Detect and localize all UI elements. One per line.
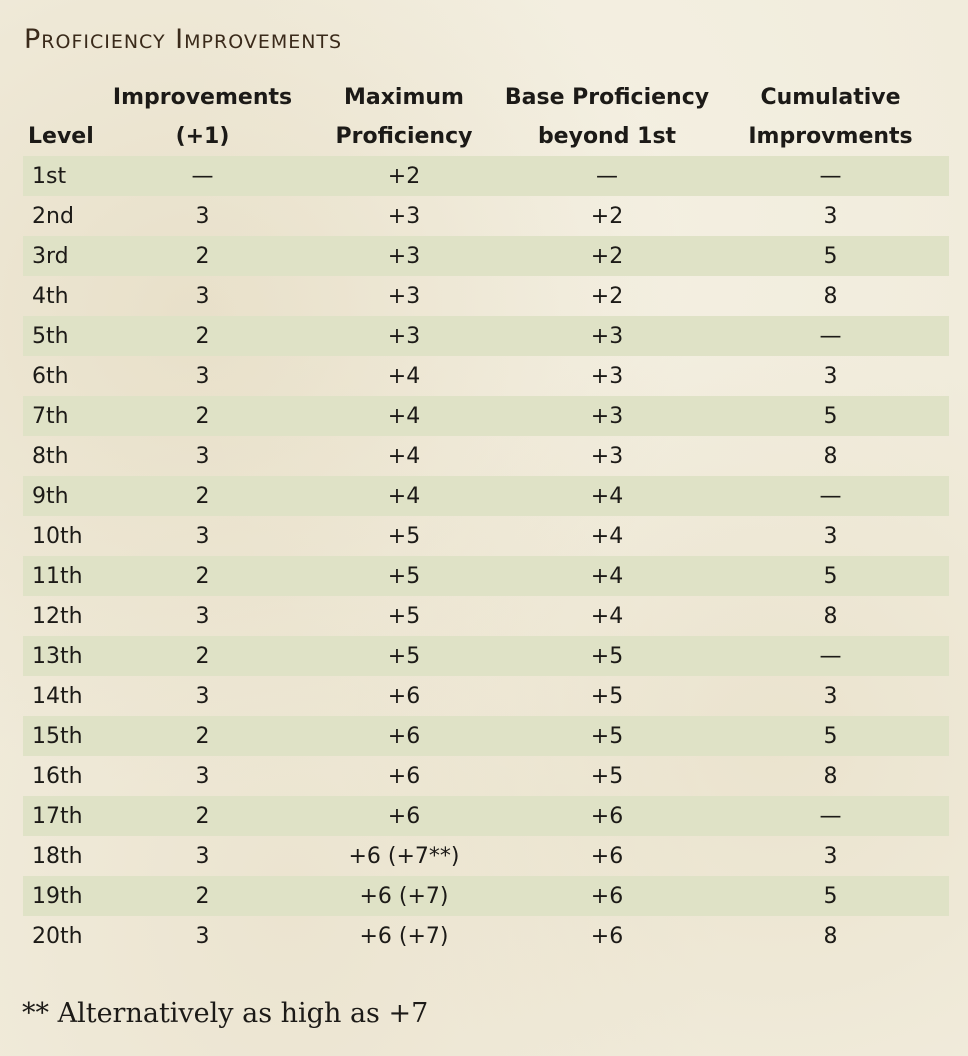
cell-maximum: +3 — [387, 283, 421, 309]
cell-improvements: 3 — [195, 763, 210, 789]
cell-base: +3 — [590, 443, 624, 469]
header-base-proficiency — [502, 76, 712, 156]
table-row — [23, 476, 949, 516]
header-cumulative-line-2: Improvments — [748, 124, 913, 149]
table-row — [23, 676, 949, 716]
cell-level: 4th — [32, 283, 69, 309]
cell-cumulative: 8 — [823, 763, 838, 789]
table-row — [23, 516, 949, 556]
cell-cumulative: — — [712, 156, 949, 196]
header-maximum-line-2: Proficiency — [335, 124, 473, 149]
cell-base: +2 — [502, 236, 712, 276]
cell-level: 14th — [32, 683, 83, 709]
cell-cumulative: 5 — [712, 876, 949, 916]
cell-maximum: +4 — [306, 476, 502, 516]
cell-maximum: +6 (+7**) — [348, 843, 460, 869]
cell-level: 12th — [32, 603, 83, 629]
cell-improvements: 3 — [195, 523, 210, 549]
cell-base: +4 — [590, 523, 624, 549]
cell-level: 11th — [23, 556, 99, 596]
table-row — [23, 636, 949, 676]
cell-base: +4 — [502, 556, 712, 596]
cell-base: +2 — [590, 283, 624, 309]
cell-base: +6 — [502, 796, 712, 836]
table-row — [23, 276, 949, 316]
cell-maximum: +6 (+7) — [359, 923, 449, 949]
table-row — [23, 236, 949, 276]
table-row — [23, 716, 949, 756]
table-row — [23, 316, 949, 356]
cell-base: +5 — [502, 636, 712, 676]
cell-maximum: +5 — [387, 603, 421, 629]
cell-level: 5th — [23, 316, 99, 356]
table-row — [23, 196, 949, 236]
cell-base: +3 — [502, 396, 712, 436]
cell-base: +3 — [590, 363, 624, 389]
cell-level: 8th — [32, 443, 69, 469]
cell-base: +6 — [590, 923, 624, 949]
cell-maximum: +2 — [306, 156, 502, 196]
cell-base: +4 — [590, 603, 624, 629]
cell-improvements: 2 — [99, 236, 306, 276]
cell-cumulative: — — [712, 316, 949, 356]
cell-base: — — [502, 156, 712, 196]
cell-base: +6 — [590, 843, 624, 869]
cell-maximum: +3 — [306, 316, 502, 356]
cell-cumulative: 3 — [823, 203, 838, 229]
header-row — [23, 76, 949, 156]
cell-improvements: 2 — [99, 556, 306, 596]
cell-base: +2 — [590, 203, 624, 229]
cell-improvements: 2 — [99, 636, 306, 676]
cell-cumulative: — — [712, 476, 949, 516]
cell-base: +3 — [502, 316, 712, 356]
header-base-line-1: Base Proficiency — [504, 85, 710, 110]
cell-improvements: 2 — [99, 796, 306, 836]
cell-level: 15th — [23, 716, 99, 756]
cell-improvements: 2 — [99, 316, 306, 356]
cell-improvements: 3 — [195, 203, 210, 229]
table-row — [23, 916, 949, 956]
header-maximum-line-1: Maximum — [344, 85, 464, 110]
cell-cumulative: 3 — [823, 523, 838, 549]
cell-improvements: 3 — [195, 923, 210, 949]
header-cumulative-line-1: Cumulative — [760, 85, 901, 110]
cell-level: 18th — [32, 843, 83, 869]
header-level — [23, 76, 99, 156]
cell-improvements: 3 — [195, 843, 210, 869]
cell-cumulative: — — [712, 796, 949, 836]
proficiency-table — [23, 76, 949, 956]
table-row — [23, 396, 949, 436]
cell-level: 10th — [32, 523, 83, 549]
table-row — [23, 796, 949, 836]
cell-maximum: +4 — [306, 396, 502, 436]
cell-base: +6 — [502, 876, 712, 916]
cell-cumulative: 8 — [823, 443, 838, 469]
footnote: ** Alternatively as high as +7 — [22, 998, 429, 1029]
cell-level: 13th — [23, 636, 99, 676]
cell-improvements: 2 — [99, 716, 306, 756]
cell-improvements: 2 — [99, 876, 306, 916]
table-row — [23, 156, 949, 196]
cell-base: +4 — [502, 476, 712, 516]
cell-maximum: +3 — [387, 203, 421, 229]
header-level-line-1: Level — [28, 124, 94, 149]
table-row — [23, 756, 949, 796]
cell-cumulative: 5 — [712, 556, 949, 596]
cell-level: 17th — [23, 796, 99, 836]
cell-cumulative: 5 — [712, 236, 949, 276]
cell-improvements: 3 — [195, 443, 210, 469]
cell-cumulative: 3 — [823, 363, 838, 389]
cell-maximum: +6 — [306, 716, 502, 756]
table-row — [23, 836, 949, 876]
cell-level: 1st — [23, 156, 99, 196]
cell-level: 7th — [23, 396, 99, 436]
header-maximum-proficiency — [306, 76, 502, 156]
table-row — [23, 876, 949, 916]
table-body — [23, 156, 949, 956]
header-improvements-line-2: (+1) — [175, 124, 230, 149]
table-row — [23, 556, 949, 596]
cell-maximum: +6 (+7) — [306, 876, 502, 916]
table-row — [23, 356, 949, 396]
table-header — [23, 76, 949, 156]
header-improvements — [99, 76, 306, 156]
cell-base: +5 — [590, 763, 624, 789]
cell-maximum: +6 — [387, 683, 421, 709]
cell-maximum: +5 — [306, 636, 502, 676]
cell-level: 20th — [32, 923, 83, 949]
header-cumulative-improvements — [712, 76, 949, 156]
cell-cumulative: 5 — [712, 716, 949, 756]
cell-maximum: +4 — [387, 363, 421, 389]
cell-level: 2nd — [32, 203, 74, 229]
header-base-line-2: beyond 1st — [537, 124, 677, 149]
cell-improvements: 3 — [195, 603, 210, 629]
table-title: Proficiency Improvements — [24, 24, 343, 55]
cell-level: 9th — [23, 476, 99, 516]
cell-improvements: 3 — [195, 283, 210, 309]
table-row — [23, 596, 949, 636]
cell-cumulative: 8 — [823, 283, 838, 309]
cell-improvements: 2 — [99, 476, 306, 516]
cell-maximum: +6 — [387, 763, 421, 789]
cell-improvements: 2 — [99, 396, 306, 436]
table-row — [23, 436, 949, 476]
cell-level: 3rd — [23, 236, 99, 276]
cell-level: 16th — [32, 763, 83, 789]
cell-cumulative: 8 — [823, 603, 838, 629]
cell-level: 19th — [23, 876, 99, 916]
cell-improvements: — — [99, 156, 306, 196]
cell-cumulative: 5 — [712, 396, 949, 436]
header-improvements-line-1: Improvements — [112, 85, 293, 110]
cell-improvements: 3 — [195, 363, 210, 389]
cell-cumulative: 3 — [823, 843, 838, 869]
cell-cumulative: 8 — [823, 923, 838, 949]
cell-base: +5 — [590, 683, 624, 709]
cell-maximum: +5 — [387, 523, 421, 549]
cell-base: +5 — [502, 716, 712, 756]
cell-maximum: +3 — [306, 236, 502, 276]
cell-cumulative: 3 — [823, 683, 838, 709]
cell-maximum: +5 — [306, 556, 502, 596]
cell-cumulative: — — [712, 636, 949, 676]
cell-maximum: +4 — [387, 443, 421, 469]
cell-improvements: 3 — [195, 683, 210, 709]
cell-maximum: +6 — [306, 796, 502, 836]
cell-level: 6th — [32, 363, 69, 389]
